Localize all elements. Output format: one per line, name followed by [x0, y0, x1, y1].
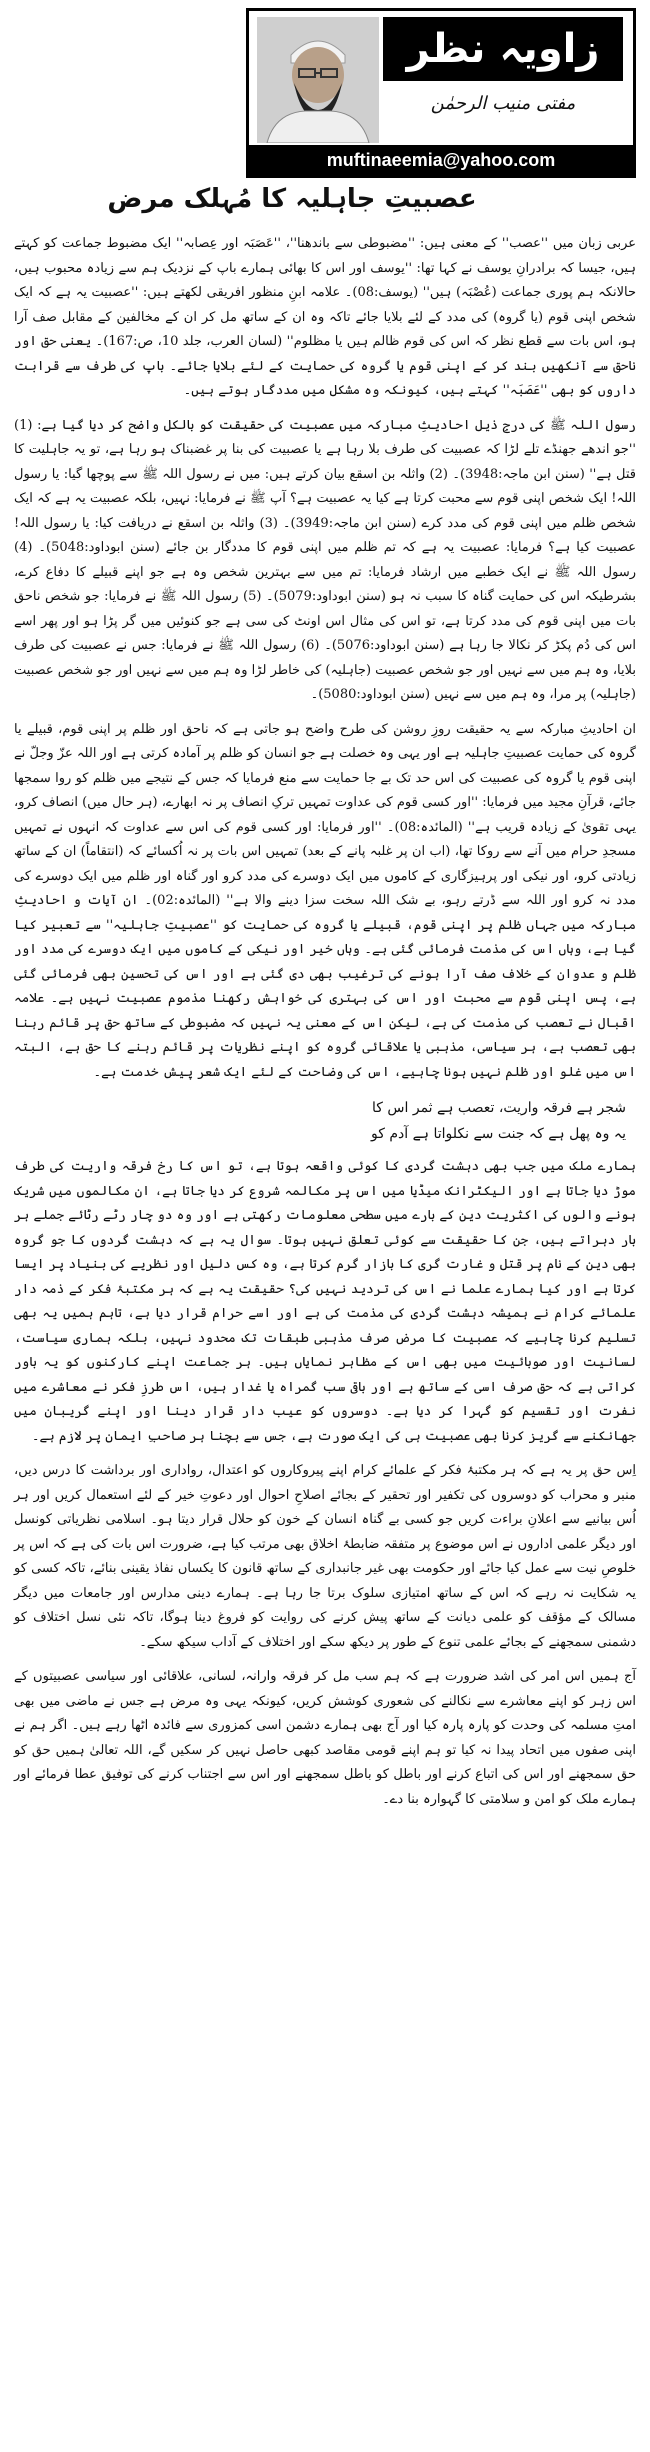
verse-line-1: شجر ہے فرقہ واریت، تعصب ہے ثمر اس کا: [372, 1100, 626, 1116]
author-email: muftinaeemia@yahoo.com: [249, 145, 633, 175]
poetry-couplet: [14, 1095, 626, 1147]
column-header: [8, 4, 642, 232]
article-paragraph: آج ہمیں اس امر کی اشد ضرورت ہے کہ ہم سب مل کر فرقہ وارانہ، لسانی، علاقائی اور سیاسی عصبیتوں کے اس زہر کو اپنے معاشرے سے نکالنے کی شعوری کوشش کریں، کیونکہ یہی وہ مرض ہے جس نے ماضی میں بھی امتِ مسلمہ کی وحدت کو پارہ پارہ کیا اور آج بھی ہمارے دشمن اسی کمزوری سے فائدہ اٹھا رہے ہیں۔ اگر ہم نے اپنی صفوں میں اتحاد پیدا نہ کیا تو ہم اپنے قومی مقاصد کبھی حاصل نہیں کر سکیں گے، اللہ تعالیٰ ہمیں حق کو حق سمجھنے اور اس کی اتباع کرنے اور باطل کو باطل سمجھنے اور اس سے اجتناب کرنے کی توفیق عطا فرمائے اور ہمارے ملک کو امن و سلامتی کا گہوارہ بنا دے۔: [14, 1669, 636, 1807]
article-paragraph: رسول اللہ ﷺ کی درجِ ذیل احادیثِ مبارکہ میں عصبیت کی حقیقت کو بالکل واضح کر دیا گیا ہے: (1) ''جو اندھے جھنڈے تلے لڑا کہ عصبیت کی طرف بلا رہا ہے یا عصبیت کی بنا پر غضبناک ہو رہا ہے، تو یہ جاہلیت کا قتل ہے'' (سنن ابن ماجہ:3948)۔ (2) واثلہ بن اسقع بیان کرتے ہیں: میں نے رسول اللہ ﷺ سے پوچھا گیا: یا رسول اللہ! ایک شخص اپنی قوم سے محبت کرتا ہے کیا یہ عصبیت ہے؟ آپ ﷺ نے فرمایا: نہیں، بلکہ عصبیت یہ ہے کہ ایک شخص ظلم میں اپنی قوم کی مدد کرے (سنن ابن ماجہ:3949)۔ (3) واثلہ بن اسقع نے دریافت کیا: یا رسول اللہ! عصبیت کیا ہے؟ فرمایا: عصبیت یہ ہے کہ تم ظلم میں اپنی قوم کا مددگار بن جائے (سنن ابوداود:5048)۔ (4) رسول اللہ ﷺ نے ایک خطبے میں ارشاد فرمایا: تم میں سے بہترین شخص وہ ہے جو اپنے قبیلے کا دفاع کرے، بشرطیکہ اس کی حمایت گناہ کا سبب نہ ہو (سنن ابوداود:5079)۔ (5) رسول اللہ ﷺ نے فرمایا: جو شخص ناحق بات میں اپنی قوم کی مدد کرتا ہے، تو اس کی مثال اس اونٹ کی سی ہے جو کنوئیں میں گر پڑا ہو اور پھر اسے اس کی دُم پکڑ کر نکالا جا رہا ہے (سنن ابوداود:5076)۔ (6) رسول اللہ ﷺ نے فرمایا: جس نے عصبیت کی طرف بلایا، وہ ہم میں سے نہیں اور جو شخص عصبیت (جاہلیہ) کی خاطر لڑا وہ ہم میں سے نہیں اور جو شخص عصبیت (جاہلیہ) پر مرا، وہ ہم میں سے نہیں (سنن ابوداود:5080)۔: [14, 417, 637, 702]
author-portrait-icon: [257, 17, 379, 143]
article-headline: عصبیتِ جاہلیہ کا مُہلک مرض: [107, 184, 477, 214]
column-brand: زاویہ نظر: [383, 17, 623, 81]
article-body: [8, 232, 642, 1812]
verse-line-2: یہ وہ پھل ہے کہ جنت سے نکلواتا ہے آدم کو: [371, 1126, 626, 1142]
author-byline: مفتی منیب الرحمٰن: [430, 93, 576, 114]
article-paragraph: اِس حق پر یہ ہے کہ ہر مکتبۂ فکر کے علمائے کرام اپنے پیروکاروں کو اعتدال، رواداری اور برداشت کا درس دیں، منبر و محراب کو دوسروں کی تکفیر اور تحقیر کے بجائے اصلاحِ احوال اور دعوتِ خیر کے لئے استعمال کریں اور ہر اُس بیانیے سے اعلانِ براءت کریں جو کسی بے گناہ انسان کے خون کو حلال قرار دیتا ہو۔ اسلامی نظریاتی کونسل اور دیگر علمی اداروں نے اس موضوع پر متفقہ ضابطۂ اخلاق بھی مرتب کیا ہے، ضرورت اس بات کی ہے کہ اس پر خلوصِ نیت سے عمل کیا جائے اور حکومت بھی غیر جانبداری کے ساتھ قانون کا یکساں نفاذ یقینی بنائے، تاکہ کسی کو یہ شکایت نہ رہے کہ اس کے ساتھ امتیازی سلوک برتا جا رہا ہے۔ ہمارے دینی مدارس اور جامعات میں دیگر مسالک کے مؤقف کو علمی دیانت کے ساتھ پیش کرنے کی روایت کو فروغ دینا ہوگا، تاکہ نئی نسل اختلاف کو دشمنی سمجھنے کے بجائے علمی تنوع کے طور پر دیکھ سکے اور اختلاف کے آداب سیکھ سکے۔: [14, 1463, 636, 1650]
article-paragraph: ان احادیثِ مبارکہ سے یہ حقیقت روزِ روشن کی طرح واضح ہو جاتی ہے کہ ناحق اور ظلم پر اپنی قوم، قبیلے یا گروہ کی حمایت عصبیتِ جاہلیہ ہے اور یہی وہ خصلت ہے جو انسان کو ظلم پر آمادہ کرتی ہے اور اللہ عزّ وجلّ نے اپنی قوم یا گروہ کی عصبیت کی اس حد تک بے جا حمایت سے منع فرمایا کہ جس کے نتیجے میں ظلم کو روا سمجھا جائے، قرآنِ مجید میں فرمایا: ''اور کسی قوم کی عداوت تمہیں ترکِ انصاف پر نہ ابھارے، (ہر حال میں) انصاف کرو، یہی تقویٰ کے زیادہ قریب ہے'' (المائدہ:08)۔ ''اور فرمایا: اور کسی قوم کی اس سے عداوت کہ انہوں نے تمہیں مسجدِ حرام میں آنے سے روکا تھا، (اب ان پر غلبہ پانے کے بعد) تمہیں اس بات پر نہ اُکسائے کہ (انتقاماً) ان کے ساتھ زیادتی کرو، اور نیکی اور پرہیزگاری کے کاموں میں ایک دوسرے کی مدد کرو اور گناہ اور ظلم میں ایک دوسرے کی مدد نہ کرو اور اللہ سے ڈرتے رہو، بے شک اللہ سخت سزا دینے والا ہے'' (المائدہ:02)۔ ان آیات و احادیثِ مبارکہ میں جہاں ظلم پر اپنی قوم، قبیلے یا گروہ کی حمایت کو ''عصبیتِ جاہلیہ'' سے تعبیر کیا گیا ہے، وہاں اس کی مذمت فرمائی گئی ہے۔ وہاں خیر اور نیکی کے کاموں میں ایک دوسرے کی مدد اور ظلم و عدوان کے خلاف صف آرا ہونے کی ترغیب بھی دی گئی ہے اور اس کی تحسین بھی فرمائی گئی ہے، پس اپنی قوم سے محبت اور اس کی بہتری کی خواہش رکھنا مذموم عصبیت نہیں ہے۔ علامہ اقبال نے تعصب کی مذمت کی ہے، لیکن اس کے معنی یہ نہیں کہ مضبوطی کے ساتھ حق پر قائم رہنا بھی تعصب ہے، ہر سیاسی، مذہبی یا علاقائی گروہ کو اپنے نظریات پر قائم رہنے کا حق ہے، البتہ اس میں غلو اور ظلم نہیں ہونا چاہیے، اس کی وضاحت کے لئے ایک شعر پیش خدمت ہے۔: [14, 721, 636, 1080]
column-nameplate: [246, 8, 636, 178]
article-paragraph: ہمارے ملک میں جب بھی دہشت گردی کا کوئی واقعہ ہوتا ہے، تو اس کا رخ فرقہ واریت کی طرف موڑ دیا جاتا ہے اور الیکٹرانک میڈیا میں اس پر مکالمہ شروع کر دیا جاتا ہے، ان مکالموں میں شریک ہونے والوں کی اکثریت دین کے بارے میں سطحی معلومات رکھتی ہے اور وہ دو چار رٹے رٹائے جملے ہر بار دہراتے ہیں، جن کا حقیقت سے کوئی تعلق نہیں ہوتا۔ سوال یہ ہے کہ دہشت گردوں کا جو گروہ بھی دین کے نام پر قتل و غارت گری کا بازار گرم کرتا ہے، وہ کس دلیل اور نظریے کی بنیاد پر ایسا کرتا ہے اور کیا ہمارے علما نے اس کی تردید نہیں کی؟ حقیقت یہ ہے کہ ہر مکتبۂ فکر کے ذمہ دار علمائے کرام نے ہمیشہ دہشت گردی کی مذمت کی ہے اور اسے حرام قرار دیا ہے، تاہم ہمیں یہ بھی تسلیم کرنا چاہیے کہ عصبیت کا مرض صرف مذہبی طبقات تک محدود نہیں، بلکہ ہماری سیاست، لسانیت اور صوبائیت میں بھی اس کے مظاہر نمایاں ہیں۔ ہر جماعت اپنے کارکنوں کو یہ باور کراتی ہے کہ حق صرف اسی کے ساتھ ہے اور باقی سب گمراہ یا غدار ہیں، اس طرزِ فکر نے معاشرے میں نفرت اور تقسیم کو گہرا کر دیا ہے۔ دوسروں کو عیب دار قرار دینا اور اپنے گریبان میں جھانکنے سے گریز کرنا بھی عصبیت ہی کی ایک صورت ہے، جس سے بچنا ہر صاحبِ ایمان پر لازم ہے۔: [14, 1159, 636, 1444]
article-paragraph: عربی زبان میں ''عصب'' کے معنی ہیں: ''مضبوطی سے باندھنا''، ''عَصَبَہ اور عِصابہ'' ایک مضبوط جماعت کو کہتے ہیں، جیسا کہ برادرانِ یوسف نے کہا تھا: ''یوسف اور اس کا بھائی ہمارے باپ کے نزدیک ہم سے زیادہ محبوب ہیں، حالانکہ ہم پوری جماعت (عُصْبَہ) ہیں'' (یوسف:08)۔ علامہ ابنِ منظور افریقی لکھتے ہیں: ''عصبیت یہ ہے کہ ایک شخص اپنی قوم (یا گروہ) کی مدد کے لئے بلایا جائے تاکہ وہ ان کے ساتھ مل کر ان کے مخالفین کے مقابل صف آرا ہو، اس بات سے قطع نظر کہ اس کی قوم ظالم ہیں یا مظلوم'' (لسان العرب، جلد 10، ص:167)۔ یعنی حق اور ناحق سے آنکھیں بند کر کے اپنی قوم یا گروہ کی حمایت کے لئے بلایا جائے۔ باپ کی طرف سے قرابت داروں کو بھی ''عَصَبَہ'' کہتے ہیں، کیونکہ وہ مشکل میں مددگار ہوتے ہیں۔: [14, 236, 636, 398]
author-photo: [257, 17, 379, 143]
